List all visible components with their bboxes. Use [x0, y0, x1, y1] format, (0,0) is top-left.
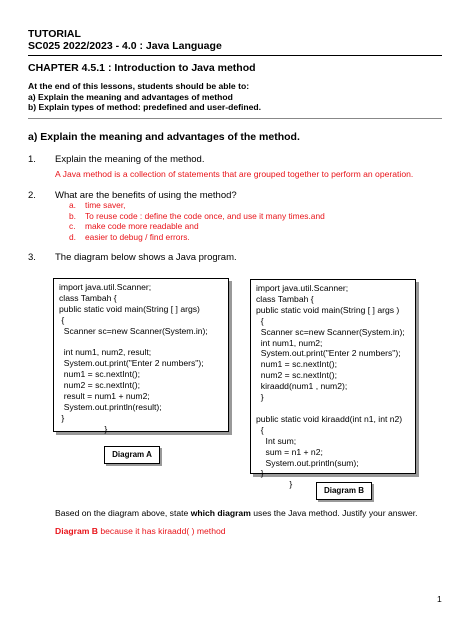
header-rule	[28, 55, 442, 56]
benefits-list	[69, 200, 325, 242]
q3-text: The diagram below shows a Java program.	[55, 252, 237, 263]
list-item: d. easier to debug / find errors.	[69, 231, 190, 242]
course-title: SC025 2022/2023 - 4.0 : Java Language	[28, 40, 222, 52]
final-answer: Diagram B because it has kiraadd( ) method	[55, 526, 226, 536]
diagram-b-label: Diagram B	[316, 482, 372, 500]
q1-number: 1.	[28, 154, 36, 165]
final-question: Based on the diagram above, state which diagram uses the Java method. Justify your answer.	[55, 508, 418, 518]
list-item: b. To reuse code : define the code once, and use it many times.and	[69, 210, 325, 221]
q1-answer: A Java method is a collection of statements that are grouped together to perform an operation.	[55, 169, 414, 179]
objectives-intro: At the end of this lessons, students should be able to:	[28, 81, 250, 91]
objective-b: b) Explain types of method: predefined and user-defined.	[28, 102, 262, 112]
q1-text: Explain the meaning of the method.	[55, 154, 205, 165]
section-a-title: a) Explain the meaning and advantages of the method.	[28, 131, 300, 143]
diagram-a-label: Diagram A	[104, 446, 160, 464]
q2-number: 2.	[28, 190, 36, 201]
diagram-b-code: import java.util.Scanner; class Tambah { public static void main(String [ ] args ) { Scanner sc=new Scanner(System.in); int num1, num2; System.out.print("Enter 2 numbers"); num1 = sc.nextInt(); num2 = sc.nextInt(); kiraadd(num1 , num2); } public static void kiraadd(int n1, int n2) { Int sum; sum = n1 + n2; System.out.println(sum); } }	[250, 279, 416, 474]
list-item: c. make code more readable and	[69, 221, 199, 232]
q2-text: What are the benefits of using the method?	[55, 190, 237, 201]
tutorial-label: TUTORIAL	[28, 28, 81, 40]
diagram-a-code: import java.util.Scanner; class Tambah { public static void main(String [ ] args) { Scanner sc=new Scanner(System.in); int num1, num2, result; System.out.print("Enter 2 numbers"); num1 = sc.nextInt(); num2 = sc.nextInt(); result = num1 + num2; System.out.println(result); } }	[53, 278, 229, 432]
objective-a: a) Explain the meaning and advantages of method	[28, 92, 233, 102]
page-number: 1	[437, 594, 442, 604]
section-rule	[28, 118, 442, 119]
list-item: a. time saver,	[69, 200, 126, 210]
q3-number: 3.	[28, 252, 36, 263]
chapter-title: CHAPTER 4.5.1 : Introduction to Java method	[28, 62, 256, 74]
